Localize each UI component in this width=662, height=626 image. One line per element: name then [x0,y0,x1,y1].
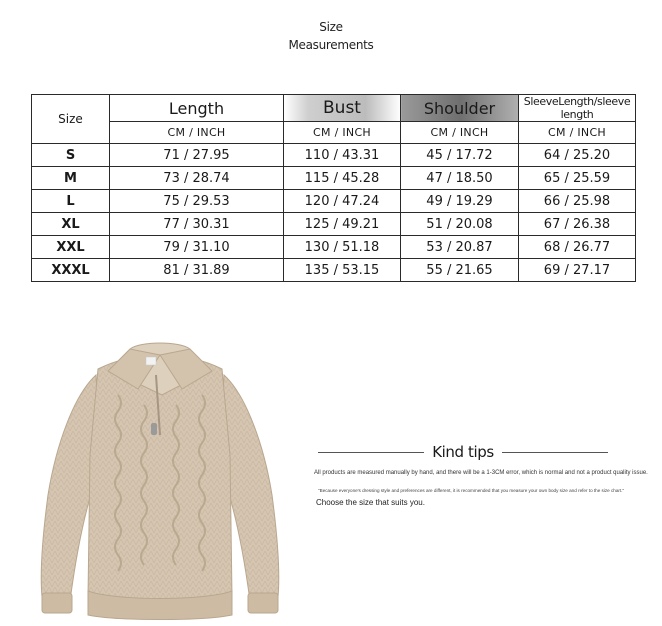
length-unit-header: CM / INCH [110,122,284,144]
sleeve-value: 68 / 26.77 [519,236,636,259]
kind-tips-title: Kind tips [432,443,494,461]
table-row [32,190,636,213]
shoulder-value: 51 / 20.08 [401,213,519,236]
length-value: 79 / 31.10 [110,236,284,259]
size-label: M [32,167,110,190]
bust-column-header: Bust [284,95,401,122]
shoulder-value: 45 / 17.72 [401,144,519,167]
size-heading: Size [319,20,343,34]
shoulder-value: 47 / 18.50 [401,167,519,190]
length-value: 77 / 30.31 [110,213,284,236]
sleeve-value: 66 / 25.98 [519,190,636,213]
tip-measure-yourself: "Because everyone's dressing style and preferences are different, it is recommended that you measure your own body size and refer to the size chart." [318,488,625,493]
length-value: 71 / 27.95 [110,144,284,167]
bust-value: 110 / 43.31 [284,144,401,167]
length-value: 81 / 31.89 [110,259,284,282]
sleeve-value: 69 / 27.17 [519,259,636,282]
size-label: XXL [32,236,110,259]
table-row [32,213,636,236]
table-row [32,259,636,282]
size-label: S [32,144,110,167]
shoulder-column-header: Shoulder [401,95,519,122]
size-label: XL [32,213,110,236]
table-row [32,167,636,190]
bust-value: 120 / 47.24 [284,190,401,213]
sleeve-unit-header: CM / INCH [519,122,636,144]
size-chart-table [31,94,636,282]
sleeve-value: 65 / 25.59 [519,167,636,190]
bust-value: 130 / 51.18 [284,236,401,259]
size-column-header: Size [32,95,110,144]
table-row [32,236,636,259]
bust-value: 135 / 53.15 [284,259,401,282]
table-row [32,144,636,167]
tips-divider-right [502,452,608,453]
size-label: XXXL [32,259,110,282]
shoulder-value: 55 / 21.65 [401,259,519,282]
measurements-heading: Measurements [288,38,374,52]
tip-measurement-error: All products are measured manually by hand, and there will be a 1-3CM error, which is normal and not a product quality issue. [314,470,648,476]
length-value: 75 / 29.53 [110,190,284,213]
shoulder-value: 49 / 19.29 [401,190,519,213]
bust-value: 115 / 45.28 [284,167,401,190]
sleeve-value: 64 / 25.20 [519,144,636,167]
shoulder-value: 53 / 20.87 [401,236,519,259]
shoulder-unit-header: CM / INCH [401,122,519,144]
size-label: L [32,190,110,213]
length-column-header: Length [110,95,284,122]
tip-choose-size: Choose the size that suits you. [316,498,425,507]
sleeve-length-column-header: SleeveLength/sleeve length [519,95,636,122]
product-photo [34,335,286,620]
sleeve-value: 67 / 26.38 [519,213,636,236]
length-value: 73 / 28.74 [110,167,284,190]
bust-value: 125 / 49.21 [284,213,401,236]
bust-unit-header: CM / INCH [284,122,401,144]
